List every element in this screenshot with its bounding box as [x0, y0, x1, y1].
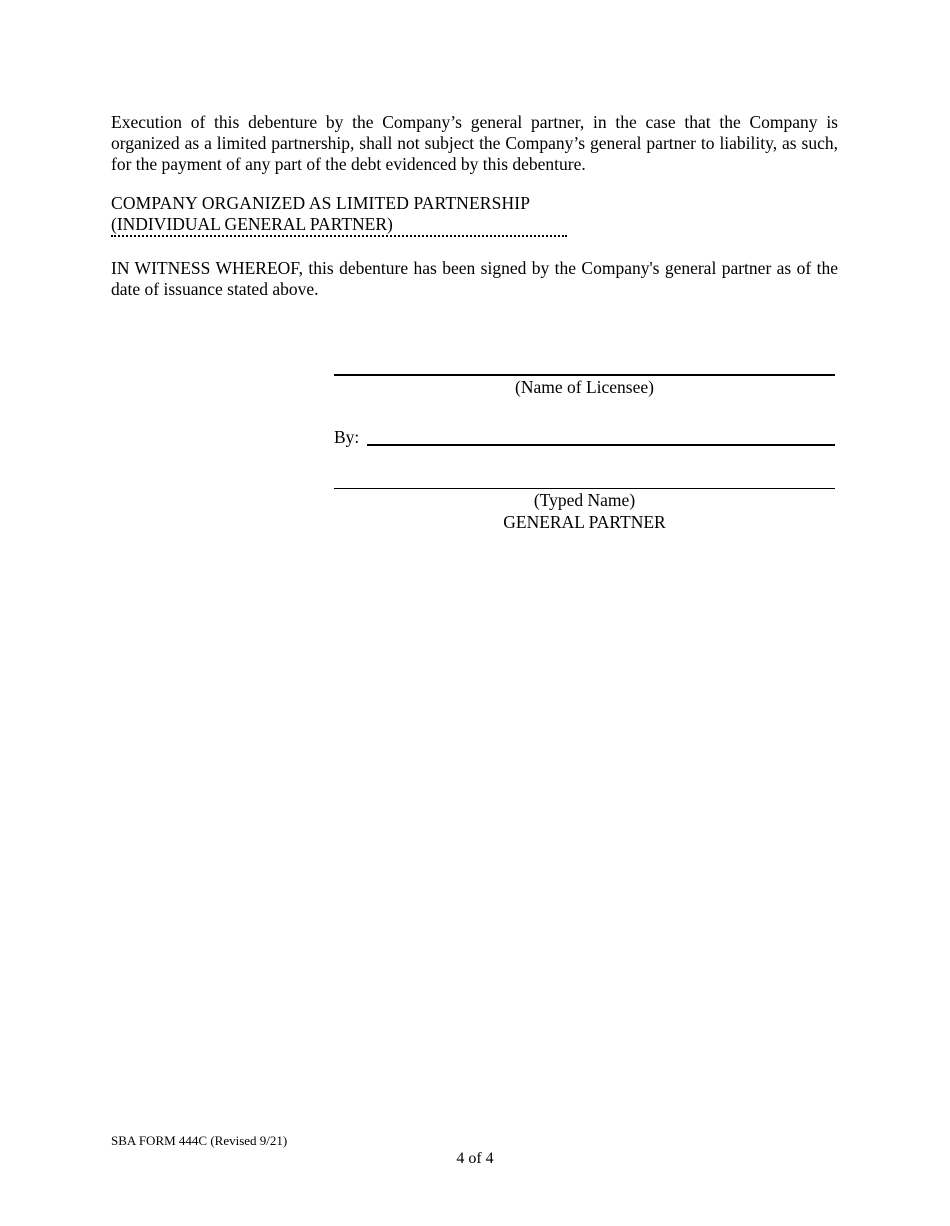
section-heading — [111, 193, 567, 237]
page-number: 4 of 4 — [456, 1150, 494, 1167]
witness-paragraph: IN WITNESS WHEREOF, this debenture has been signed by the Company's general partner as of the date of issuance stated above. — [111, 258, 838, 299]
section-heading-line-1: COMPANY ORGANIZED AS LIMITED PARTNERSHIP — [111, 193, 531, 213]
form-identifier: SBA FORM 444C (Revised 9/21) — [111, 1133, 288, 1148]
typed-name-line — [334, 488, 835, 489]
general-partner-label: GENERAL PARTNER — [503, 512, 666, 532]
liability-paragraph: Execution of this debenture by the Company’s general partner, in the case that the Company is organized as a limited partnership, shall not subject the Company’s general partner to liability, as such, for the payment of any part of the debt evidenced by this debenture. — [111, 112, 838, 174]
licensee-signature-line — [334, 374, 835, 376]
licensee-name-label: (Name of Licensee) — [515, 377, 654, 397]
typed-name-label: (Typed Name) — [533, 490, 636, 510]
by-signature-line — [367, 444, 835, 446]
by-label: By: — [334, 427, 360, 447]
section-heading-line-2: (INDIVIDUAL GENERAL PARTNER) — [111, 214, 393, 234]
